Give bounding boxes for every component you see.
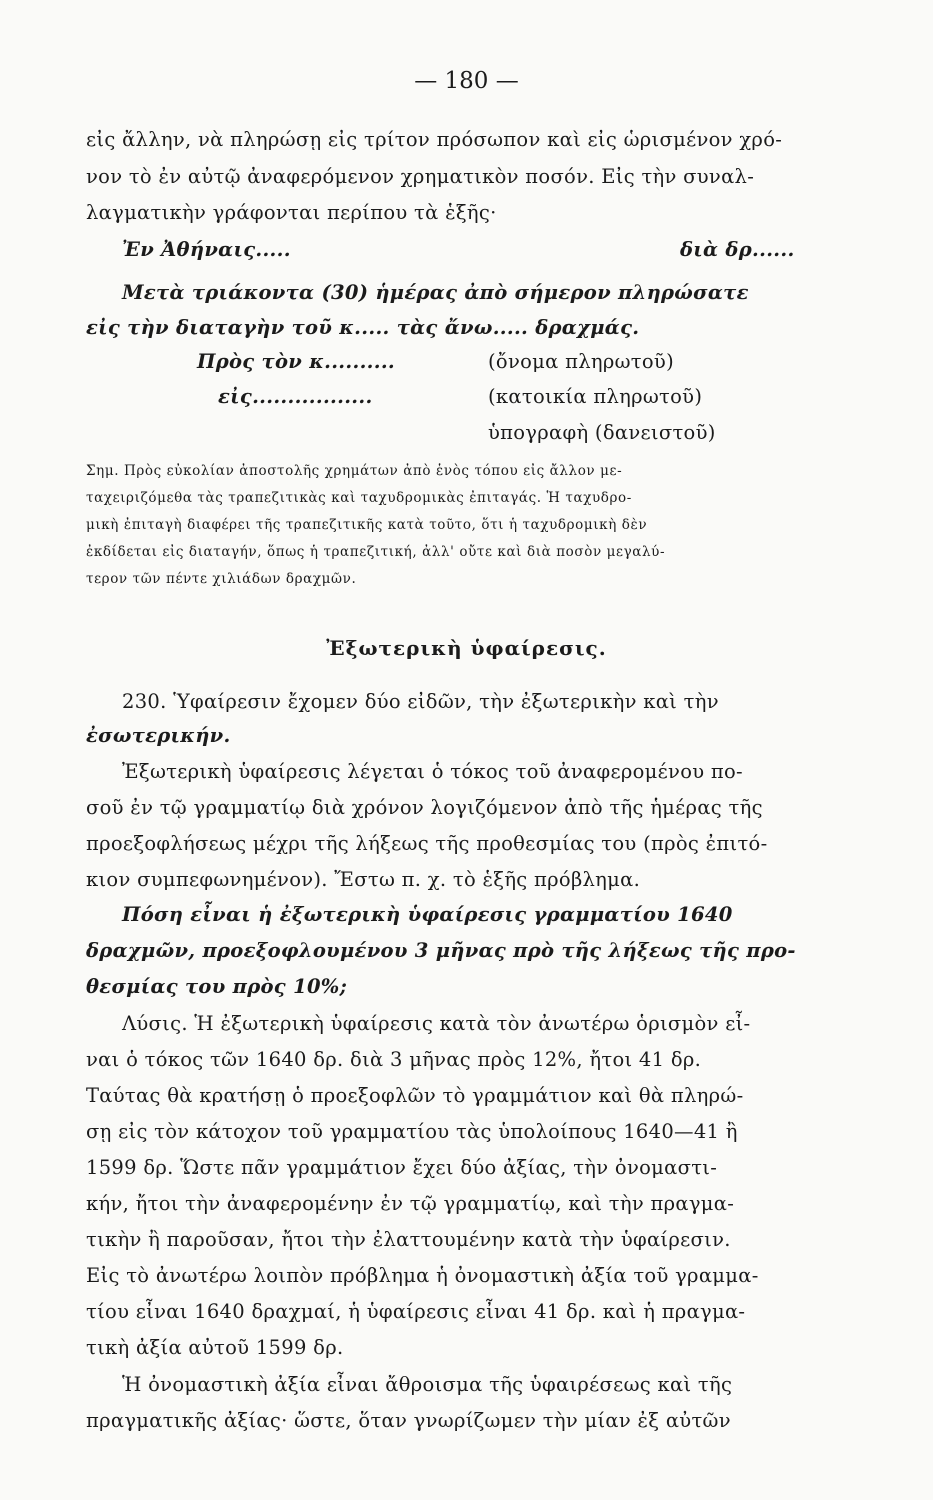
form-at-note: (κατοικία πληρωτοῦ) [488,385,703,408]
note-line: ἐκδίδεται εἰς διαταγήν, ὅπως ἡ τραπεζιτική, ἀλλ' οὔτε καὶ διὰ ποσὸν μεγαλύ- [86,544,666,560]
text-line: κήν, ἤτοι τὴν ἀναφερομένην ἐν τῷ γραμματίῳ, καὶ τὴν πραγμα- [86,1192,735,1215]
text-line: Εἰς τὸ ἀνωτέρω λοιπὸν πρόβλημα ἡ ὀνομαστικὴ ἀξία τοῦ γραμμα- [86,1264,759,1287]
note-line: τερον τῶν πέντε χιλιάδων δραχμῶν. [86,571,357,587]
text-line: τικὴν ἢ παροῦσαν, ἤτοι τὴν ἐλαττουμένην κατὰ τὴν ὑφαίρεσιν. [86,1228,731,1251]
form-place: Ἐν Ἀθήναις..... [122,238,291,261]
text-line: τίου εἶναι 1640 δραχμαί, ἡ ὑφαίρεσις εἶναι 41 δρ. καὶ ἡ πραγμα- [86,1300,746,1323]
form-line: Μετὰ τριάκοντα (30) ἡμέρας ἀπὸ σήμερον πληρώσατε [122,281,749,304]
note-line: μικὴ ἐπιταγὴ διαφέρει τῆς τραπεζιτικῆς κατὰ τοῦτο, ὅτι ἡ ταχυδρομικὴ δὲν [86,517,648,533]
text-line: πραγματικῆς ἀξίας· ὥστε, ὅταν γνωρίζωμεν τὴν μίαν ἐξ αὐτῶν [86,1409,731,1432]
note-line: ταχειριζόμεθα τὰς τραπεζιτικὰς καὶ ταχυδρομικὰς ἐπιταγάς. Ἡ ταχυδρο- [86,490,632,506]
text-line: 230. Ὑφαίρεσιν ἔχομεν δύο εἰδῶν, τὴν ἐξωτερικὴν καὶ τὴν [122,690,719,713]
text-line: εἰς ἄλλην, νὰ πληρώσῃ εἰς τρίτον πρόσωπον καὶ εἰς ὡρισμένον χρό- [86,128,783,151]
text-line: Λύσις. Ἡ ἐξωτερικὴ ὑφαίρεσις κατὰ τὸν ἀνωτέρω ὁρισμὸν εἶ- [122,1012,751,1035]
form-to-note: (ὄνομα πληρωτοῦ) [488,350,674,373]
text-line: ἐσωτερικήν. [86,724,231,747]
text-line: Ἐξωτερικὴ ὑφαίρεσις λέγεται ὁ τόκος τοῦ ἀναφερομένου πο- [122,760,743,783]
text-line: τικὴ ἀξία αὐτοῦ 1599 δρ. [86,1336,344,1359]
page-number: — 180 — [414,68,519,94]
text-line: σοῦ ἐν τῷ γραμματίῳ διὰ χρόνον λογιζόμενον ἀπὸ τῆς ἡμέρας τῆς [86,796,763,819]
text-line: θεσμίας του πρὸς 10%; [86,975,348,998]
text-line: ναι ὁ τόκος τῶν 1640 δρ. διὰ 3 μῆνας πρὸς 12%, ἤτοι 41 δρ. [86,1048,702,1071]
form-line: εἰς τὴν διαταγὴν τοῦ κ..... τὰς ἄνω..... δραχμάς. [86,316,640,339]
text-line: λαγματικὴν γράφονται περίπου τὰ ἑξῆς· [86,201,497,224]
text-line: νον τὸ ἐν αὐτῷ ἀναφερόμενον χρηματικὸν ποσόν. Εἰς τὴν συναλ- [86,165,755,188]
form-signature: ὑπογραφὴ (δανειστοῦ) [488,421,716,444]
form-to-label: Πρὸς τὸν κ.......... [197,350,396,373]
text-line: προεξοφλήσεως μέχρι τῆς λήξεως τῆς προθεσμίας του (πρὸς ἐπιτό- [86,832,768,855]
form-amount: διὰ δρ...... [680,238,795,261]
text-line: σῃ εἰς τὸν κάτοχον τοῦ γραμματίου τὰς ὑπολοίπους 1640—41 ἢ [86,1120,738,1143]
text-line: κιον συμπεφωνημένον). Ἔστω π. χ. τὸ ἑξῆς πρόβλημα. [86,868,641,891]
section-heading: Ἐξωτερικὴ ὑφαίρεσις. [326,636,607,660]
text-line: δραχμῶν, προεξοφλουμένου 3 μῆνας πρὸ τῆς λήξεως τῆς προ- [86,939,796,962]
text-line: Πόση εἶναι ἡ ἐξωτερικὴ ὑφαίρεσις γραμματίου 1640 [122,903,733,926]
text-line: Ἡ ὀνομαστικὴ ἀξία εἶναι ἄθροισμα τῆς ὑφαιρέσεως καὶ τῆς [122,1373,733,1396]
form-at-label: εἰς................. [218,385,373,408]
text-line: Ταύτας θὰ κρατήσῃ ὁ προεξοφλῶν τὸ γραμμάτιον καὶ θὰ πληρώ- [86,1084,744,1107]
text-line: 1599 δρ. Ὥστε πᾶν γραμμάτιον ἔχει δύο ἀξίας, τὴν ὀνομαστι- [86,1156,718,1179]
note-line: Σημ. Πρὸς εὐκολίαν ἀποστολῆς χρημάτων ἀπὸ ἑνὸς τόπου εἰς ἄλλον με- [86,463,623,479]
